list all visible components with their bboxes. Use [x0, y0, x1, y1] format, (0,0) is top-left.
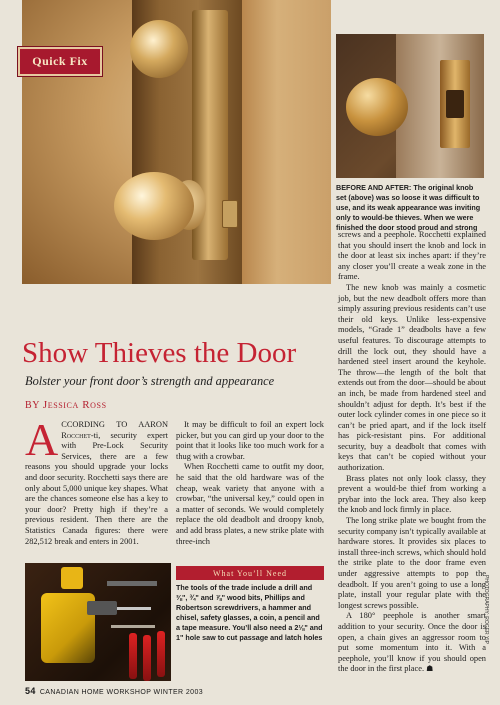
quick-fix-label: Quick Fix [32, 54, 88, 68]
byline-author: Jessica Ross [42, 399, 107, 411]
hammer-icon [107, 581, 157, 586]
what-youll-need-title: What You’ll Need [213, 568, 287, 578]
caption-text: The original knob set (above) was so loose it was difficult to use, and its weak appearance was inviting only to would-be thieves. When we were finished the door stood proud and strong [336, 183, 481, 232]
hero-photo-door-hardware [22, 0, 331, 284]
col3-paragraph-5-text: A 180° peephole is another smart addition to your security. Once the door is open, a chain gives an aggressor room to put some momentum into it. With a peephole, you’ll know if you should open the door in the first place. [338, 611, 486, 674]
col2-paragraph-1: It may be difficult to foil an expert lock picker, but you can gird up your door to the point that it looks like too much work for a thug with a crowbar. [176, 420, 324, 461]
end-mark-icon: ☗ [426, 664, 434, 674]
article-deck: Bolster your front door’s strength and appearance [25, 374, 275, 388]
body-column-2 [176, 420, 324, 547]
before-photo-knob [346, 78, 408, 136]
photo-credit: PHOTOGRAPHY: ROGER YIP [483, 575, 489, 644]
quick-fix-badge [18, 47, 102, 76]
drill-chuck [87, 601, 117, 615]
body-column-1 [25, 414, 168, 547]
chisel-icon [111, 625, 155, 628]
col3-paragraph-2: The new knob was mainly a cosmetic job, but the new deadbolt offers more than simply assuring previous residents can’t use their old keys. Unlike less-expensive models, “Grade 1” deadbolts have a few useful features. To discourage attempts to drill the lock out, they should have a hardened steel insert around the keyhole. The throw—the length of the bolt that extends out from the door—should be about an inch, be made from hardened steel and shouldn’t adjust for depth. It’s best if the outer lock cylinder comes in one piece so it can’t be pried apart, and if the lock itself has pick-resistant pins. For additional security, buy a deadbolt that comes with keys that can’t be copied without your authorization. [338, 282, 486, 473]
body-column-3 [338, 230, 486, 675]
screwdriver-icon [143, 635, 151, 681]
col2-paragraph-2: When Rocchetti came to outfit my door, he said that the old hardware was of the cheap, weak variety that anyone with a crowbar, “the universal key,” could open in a matter of seconds. We would completely replace the old deadbolt and droopy knob, and add brass plates, a new strike plate with three-inch [176, 462, 324, 546]
hero-latch [222, 200, 238, 228]
what-youll-need-header [176, 566, 324, 580]
what-youll-need-text: The tools of the trade include a drill and ⅜", ¾" and ⅞" wood bits, Phillips and Robertson screwdrivers, a hammer and chisel, safety glasses, a coin, a pencil and a tape measure. You’ll also need a 2⅛" and 1" hole saw to cut passage and latch holes [176, 583, 323, 642]
page-number: 54 [25, 686, 36, 696]
folio-text: CANADIAN HOME WORKSHOP WINTER 2003 [39, 689, 204, 696]
hero-wall [241, 0, 331, 284]
hero-deadbolt [130, 20, 188, 78]
article-headline: Show Thieves the Door [22, 337, 297, 369]
caption-lead: BEFORE AND AFTER: [336, 183, 412, 192]
screwdriver-icon [129, 633, 137, 679]
byline-prefix: BY [25, 400, 43, 411]
tape-measure-icon [61, 567, 83, 589]
col1-smallcaps-lead: CCORDING TO AARON Rocchet- [61, 420, 168, 440]
wood-bit-icon [117, 607, 151, 610]
screwdriver-icon [157, 631, 165, 677]
before-photo-plate-hole [446, 90, 464, 118]
col3-paragraph-3: Brass plates not only look classy, they prevent a would-be thief from working a prybar into the lock area. They also keep the knob and lock firmly in place. [338, 473, 486, 515]
background-watermark-text [20, 292, 28, 326]
hero-doorknob [114, 172, 194, 240]
col3-paragraph-1: screws and a peephole. Rocchetti explained that you should insert the knob and lock in the door at least six inches apart: if they’re any closer you’ll create a weak zone in the frame. [338, 230, 486, 282]
tools-photo [25, 563, 171, 681]
drop-cap: A [25, 414, 59, 465]
article-byline [25, 399, 325, 411]
col3-paragraph-4: The long strike plate we bought from the security company isn’t typically available at hardware stores. It provides six places to install three-inch screws, which should hold the strike plate to the door frame even under aggressive attempts to pop the deadbolt. If you aren’t going to use a long plate, install your regular plate with the longest screws possible. [338, 516, 486, 610]
col3-paragraph-5 [338, 611, 486, 675]
page-folio [25, 686, 203, 696]
col1-text: ti, security expert with Pre-Lock Security Services, there are a few reasons you should upgrade your locks and door security. Rocchetti says there are only about 5,000 unique key shapes. What are the chances someone else has a key to your door? Pretty high if they’re a previous resident. Then there are the Statistics Canada figures: there were 282,512 break and enters in 2001. [25, 430, 168, 546]
before-photo-old-knob [336, 34, 484, 178]
before-after-caption [336, 183, 484, 233]
